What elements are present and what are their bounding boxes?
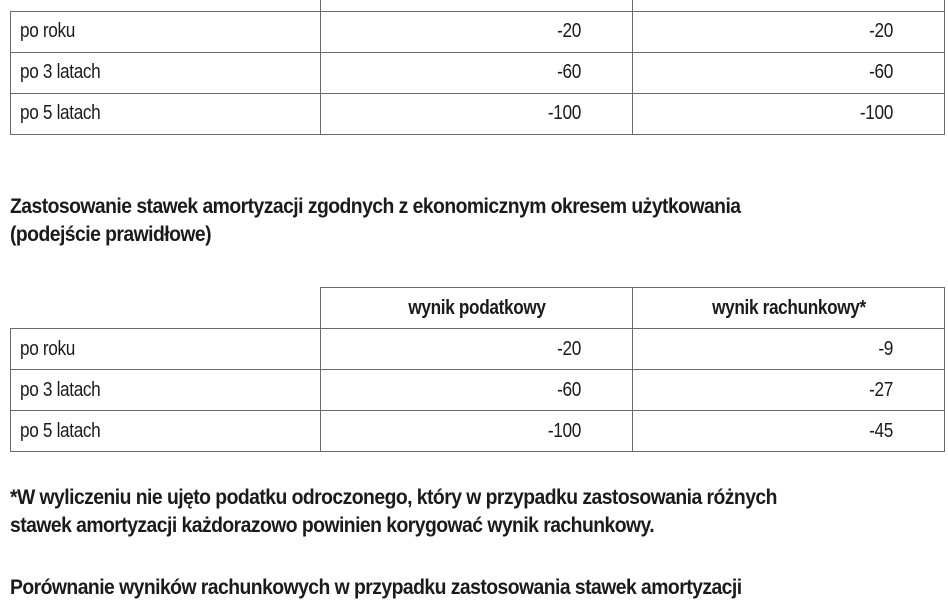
tax-result-cell: -20 [364, 329, 632, 370]
row-label: po 5 latach [11, 93, 278, 134]
section-heading: Porównanie wyników rachunkowych w przypadku zastosowania stawek amortyzacji [10, 575, 742, 599]
tax-result-cell: -60 [364, 370, 632, 411]
section-heading: Zastosowanie stawek amortyzacji zgodnych z ekonomicznym okresem użytkowania [10, 194, 741, 218]
table-row [11, 11, 945, 52]
accounting-result-cell: -45 [676, 411, 944, 452]
table-row [11, 52, 945, 93]
table-header-row [11, 288, 945, 329]
table-row [11, 93, 945, 134]
tax-result-cell: -60 [364, 52, 632, 93]
table-header-row-cut [11, 0, 945, 11]
table-straight-line-tax-rates [10, 0, 945, 135]
accounting-result-cell: -60 [676, 52, 944, 93]
tax-result-cell: -100 [364, 411, 632, 452]
row-label: po 3 latach [11, 370, 278, 411]
row-label: po roku [11, 11, 278, 52]
footnote-continued: stawek amortyzacji każdorazowo powinien korygować wynik rachunkowy. [10, 513, 655, 537]
row-label: po 3 latach [11, 52, 278, 93]
tax-result-cell: -100 [364, 93, 632, 134]
header-tax-result: wynik podatkowy [342, 288, 610, 329]
table-row [11, 411, 945, 452]
header-blank-cell [32, 288, 299, 329]
accounting-result-cell: -20 [676, 11, 944, 52]
table-row [11, 329, 945, 370]
table-economic-life-rates [10, 287, 945, 452]
tax-result-cell: -20 [364, 11, 632, 52]
table-row [11, 370, 945, 411]
accounting-result-cell: -100 [676, 93, 944, 134]
accounting-result-cell: -27 [676, 370, 944, 411]
section-heading-continued: (podejście prawidłowe) [10, 222, 212, 246]
footnote: *W wyliczeniu nie ujęto podatku odroczonego, który w przypadku zastosowania różnych [10, 485, 777, 509]
accounting-result-cell: -9 [676, 329, 944, 370]
row-label: po 5 latach [11, 411, 278, 452]
header-accounting-result: wynik rachunkowy* [654, 288, 922, 329]
row-label: po roku [11, 329, 278, 370]
